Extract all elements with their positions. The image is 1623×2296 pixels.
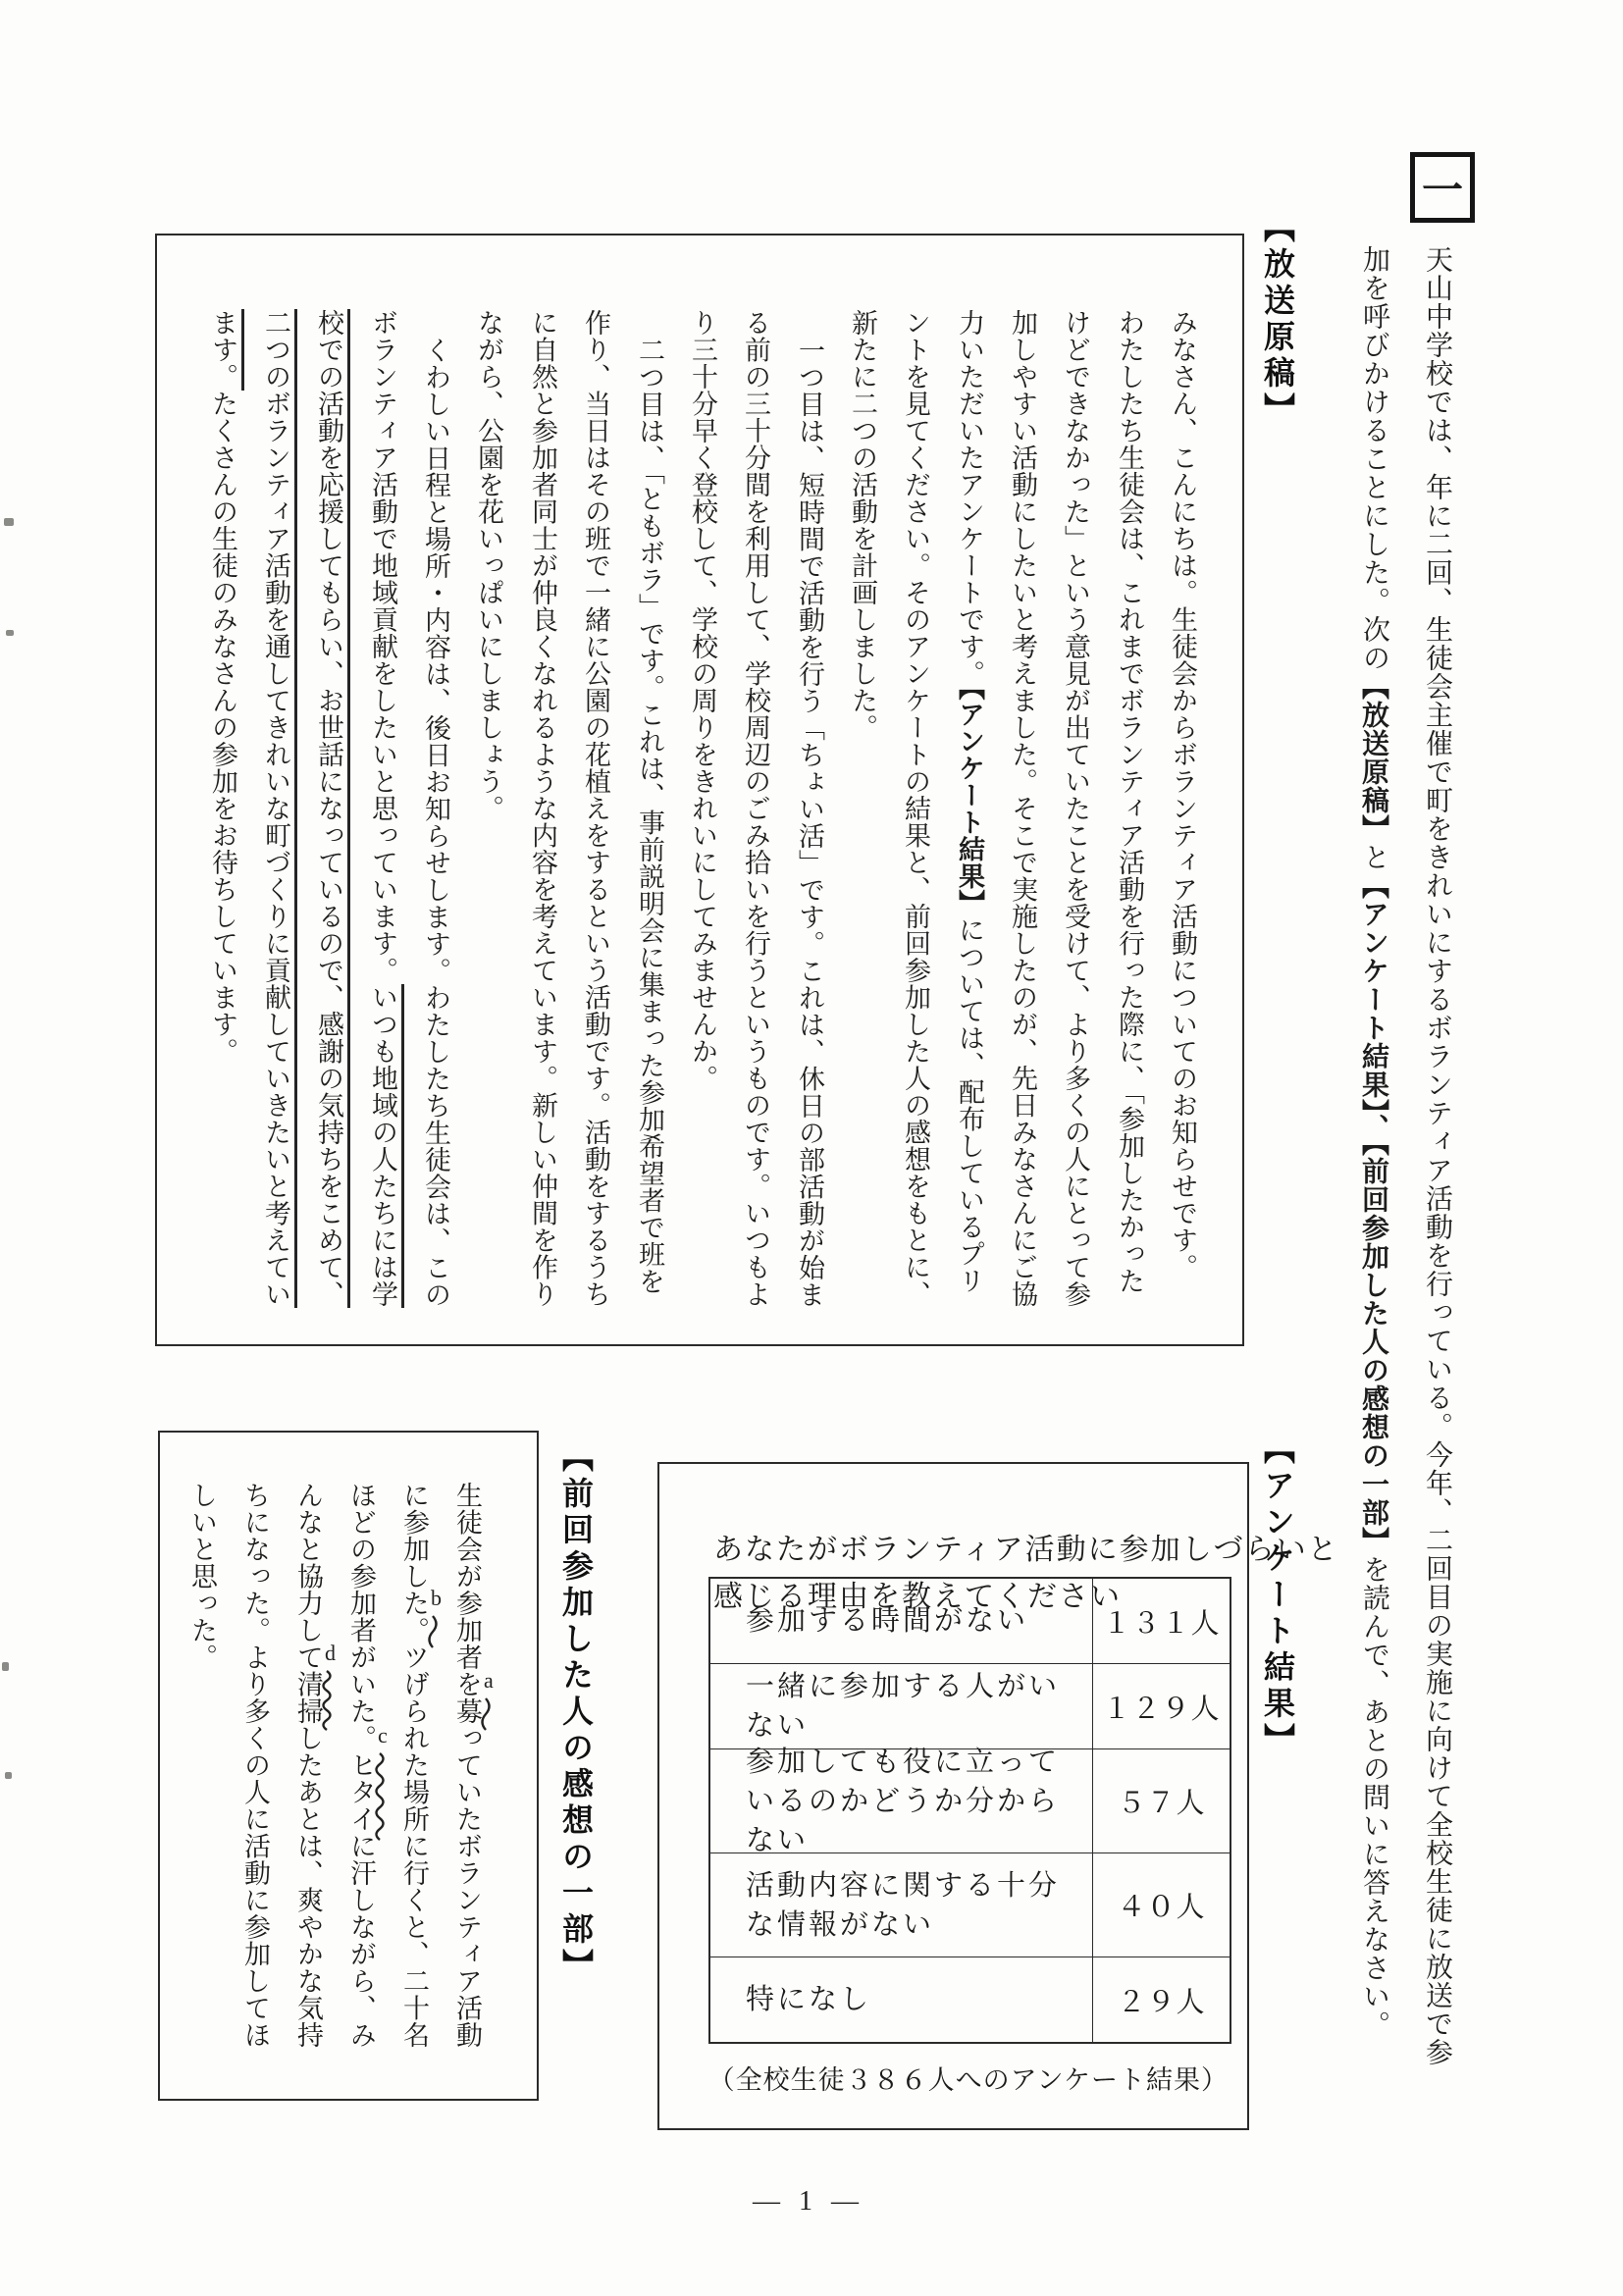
table-row (710, 1852, 1230, 1957)
count-cell: １２９人 (1092, 1664, 1230, 1748)
comment-col: ほどの参加者がいた。ヒタイに汗しながら、み (346, 1482, 376, 2049)
count-cell: ４０人 (1092, 1853, 1230, 1957)
survey-question-line: 感じる理由を教えてください (713, 1581, 1122, 1613)
scan-dot (5, 1772, 12, 1779)
reason-cell: 参加しても役に立っているのかどうか分からない (746, 1746, 1061, 1856)
reason-cell: 特になし (746, 1984, 872, 2015)
script-col: 校での活動を応援してもらい、お世話になっているので、感謝の気持ちをこめて、 (314, 309, 343, 1308)
count-cell: ２９人 (1092, 1957, 1230, 2042)
comment-col: しいと思った。 (187, 1482, 217, 1671)
comments-label: 【前回参加した人の感想の一部】 (558, 1440, 594, 1985)
table-row (710, 1746, 1230, 1856)
script-col: 加しやすい活動にしたいと考えました。そこで実施したのが、先日みなさんにご協 (1008, 309, 1037, 1308)
script-col: わたしたち生徒会は、これまでボランティア活動を行った際に、「参加したかった (1115, 309, 1144, 1294)
script-col: みなさん、こんにちは。生徒会からボランティア活動についてのお知らせです。 (1168, 309, 1197, 1280)
scan-dot (4, 518, 14, 526)
reason-cell: 参加する時間がない (746, 1605, 1029, 1637)
script-col: 作り、当日はその班で一緒に公園の花植えをするという活動です。活動をするうち (581, 309, 610, 1308)
intro-line-2-seg: を読んで、あとの問いに答えなさい。 (1359, 1555, 1389, 2039)
reason-cell: 活動内容に関する十分な情報がない (746, 1869, 1061, 1941)
intro-line-2-seg: 加を呼びかけることにした。次の (1359, 245, 1389, 672)
table-row (710, 1957, 1230, 2042)
survey-question-line: あなたがボランティア活動に参加しづらいと (713, 1534, 1339, 1566)
intro-line-2-seg: と (1359, 843, 1389, 871)
survey-table (708, 1577, 1231, 2044)
intro-line-2 (1360, 245, 1387, 2039)
table-row (710, 1663, 1230, 1748)
annotation-letter-a: a (484, 1668, 494, 1693)
survey-label: 【アンケート結果】 (1260, 1433, 1295, 1759)
intro-ref-anketo-kekka: 【アンケート結果】、 (1359, 871, 1389, 1142)
script-col: 二つのボランティア活動を通してきれいな町づくりに貢献していきたいと考えてい (261, 309, 290, 1308)
count-cell: １３１人 (1092, 1579, 1230, 1663)
script-col: くわしい日程と場所・内容は、後日お知らせします。わたしたち生徒会は、この (421, 337, 450, 1308)
scan-dot (6, 630, 14, 636)
annotation-letter-d: d (325, 1641, 336, 1665)
script-col: 一つ目は、短時間で活動を行う「ちょい活」です。これは、休日の部活動が始ま (795, 337, 824, 1308)
table-row (710, 1579, 1230, 1663)
script-col: ながら、公園を花いっぱいにしましょう。 (474, 309, 503, 822)
script-col: けどできなかった」という意見が出ていたことを受けて、より多くの人にとって参 (1061, 309, 1090, 1308)
wavy-underline-b (427, 1615, 439, 1648)
script-ref-anketo-kekka: 【アンケート結果】 (955, 687, 984, 916)
wavy-underline-a (480, 1697, 492, 1731)
question-number: 一 (1421, 169, 1463, 214)
reason-cell: 一緒に参加する人がいない (746, 1671, 1061, 1742)
script-col: 二つ目は、「ともボラ」です。これは、事前説明会に集まった参加希望者で班を (635, 337, 664, 1295)
emphasis-line (401, 984, 404, 1308)
script-col-seg: 力いただいたアンケートです。 (955, 309, 984, 687)
script-col: り三十分早く登校して、学校の周りをきれいにしてみませんか。 (688, 309, 717, 1092)
comment-col: 生徒会が参加者を募っていたボランティア活動 (452, 1482, 482, 2049)
question-number-box (1410, 152, 1475, 223)
scan-dot (2, 1662, 9, 1671)
intro-ref-kanso: 【前回参加した人の感想の一部】 (1359, 1142, 1389, 1555)
script-col: ます。たくさんの生徒のみなさんの参加をお待ちしています。 (208, 309, 237, 1065)
script-col: に自然と参加者同士が仲良くなれるような内容を考えています。新しい仲間を作り (528, 309, 557, 1308)
script-col (956, 309, 982, 1294)
emphasis-line (347, 309, 350, 1308)
wavy-underline-c (374, 1752, 386, 1841)
comment-col: んなと協力して清掃したあとは、爽やかな気持 (293, 1482, 323, 2049)
script-col: 新たに二つの活動を計画しました。 (848, 309, 877, 741)
wavy-underline-d (321, 1670, 333, 1731)
annotation-letter-b: b (431, 1586, 442, 1610)
comment-col: に参加した。ツげられた場所に行くと、二十名 (399, 1482, 429, 2049)
script-col: る前の三十分間を利用して、学校周辺のごみ拾いを行うというものです。いつもよ (741, 309, 770, 1308)
script-col-seg: については、配布しているプリ (955, 916, 984, 1294)
emphasis-line (294, 309, 297, 1308)
intro-line-1: 天山中学校では、年に二回、生徒会主催で町をきれいにするボランティア活動を行っている。今年、二回目の実施に向けて全校生徒に放送で参 (1422, 245, 1452, 2066)
script-col: ボランティア活動で地域貢献をしたいと思っています。いつも地域の人たちには学 (368, 309, 397, 1308)
page-number: ― 1 ― (753, 2186, 864, 2217)
script-col: ントを見てください。そのアンケートの結果と、前回参加した人の感想をもとに、 (901, 309, 930, 1308)
intro-ref-hoso-genko: 【放送原稿】 (1359, 672, 1389, 843)
comment-col: ちになった。より多くの人に活動に参加してほ (240, 1482, 270, 2049)
annotation-letter-c: c (378, 1723, 388, 1748)
script-box-label: 【放送原稿】 (1260, 211, 1295, 429)
count-cell: ５７人 (1092, 1749, 1230, 1852)
emphasis-line (241, 309, 244, 391)
survey-caption: （全校生徒３８６人へのアンケート結果） (707, 2065, 1229, 2095)
